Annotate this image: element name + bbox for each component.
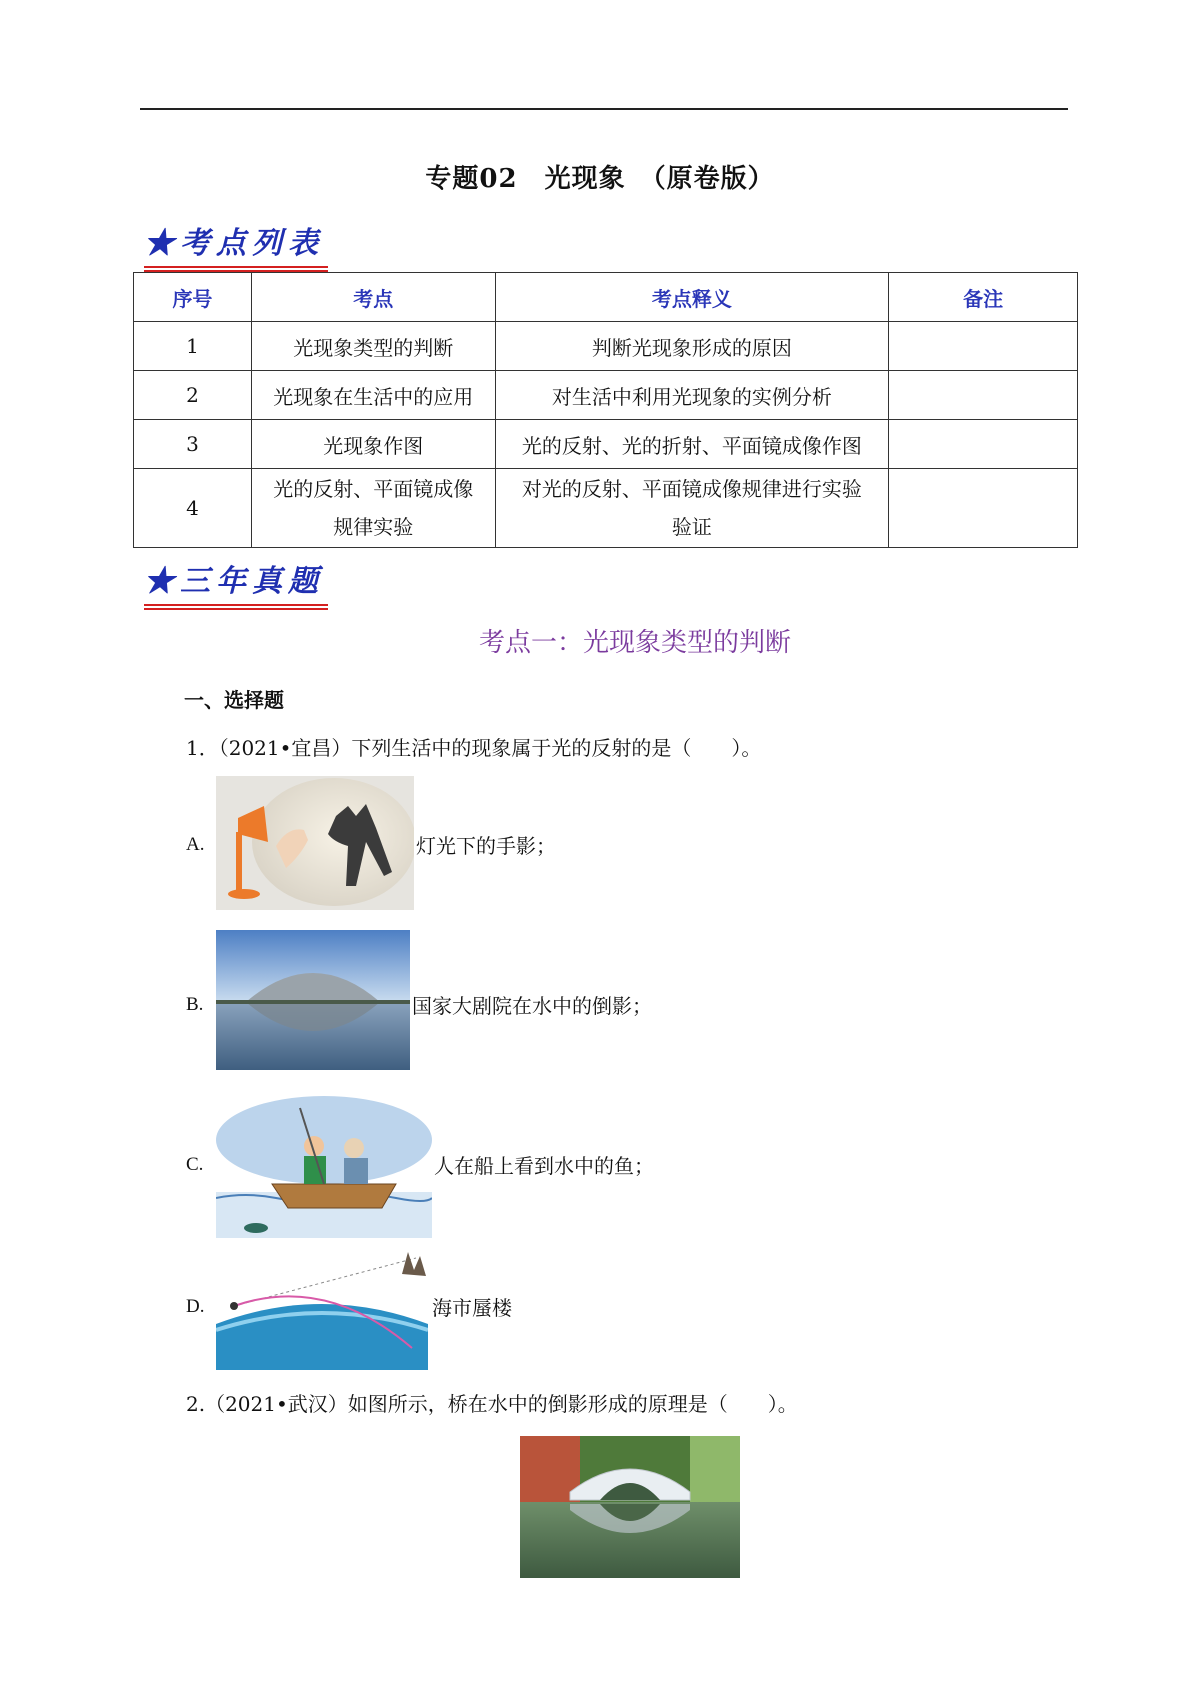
table-cell-point: [251, 469, 495, 548]
table-header-cell: 考点: [251, 273, 495, 322]
table-header-cell: 序号: [134, 273, 252, 322]
document-title: 专题02 光现象 （原卷版）: [425, 164, 775, 194]
option-b-letter: B.: [186, 994, 204, 1015]
option-d-letter: D.: [186, 1296, 205, 1317]
table-row: [134, 469, 1078, 548]
section-heading-exam-text: ★三年真题: [144, 564, 324, 599]
table-cell-desc: 光的反射、光的折射、平面镜成像作图: [495, 420, 889, 469]
mirage-image: [216, 1244, 428, 1370]
table-cell-no: 3: [134, 420, 252, 469]
table-cell-desc: 对生活中利用光现象的实例分析: [495, 371, 889, 420]
option-c-letter: C.: [186, 1154, 204, 1175]
option-a-letter: A.: [186, 834, 205, 855]
table-cell-no: 1: [134, 322, 252, 371]
table-cell-point: 光现象在生活中的应用: [251, 371, 495, 420]
table-cell-desc: [495, 469, 889, 548]
national-theatre-image: [216, 930, 410, 1070]
table-cell-note: [889, 469, 1078, 548]
option-a-text: 灯光下的手影；: [416, 834, 556, 858]
exam-points-table: [133, 272, 1078, 548]
table-cell-desc: 判断光现象形成的原因: [495, 322, 889, 371]
table-cell-point-line: 光的反射、平面镜成像: [273, 477, 474, 501]
table-header-cell: 备注: [889, 273, 1078, 322]
table-cell-point-line: 规律实验: [333, 515, 414, 539]
table-cell-note: [889, 371, 1078, 420]
section-heading-list-text: ★考点列表: [144, 226, 324, 261]
table-row: [134, 371, 1078, 420]
section-heading-list: [144, 218, 324, 262]
question-type-heading: 一、选择题: [184, 688, 284, 712]
table-cell-desc-line: 对光的反射、平面镜成像规律进行实验: [521, 477, 862, 501]
table-row: [134, 322, 1078, 371]
hand-shadow-image: [216, 776, 414, 910]
section-heading-exam: [144, 556, 324, 600]
table-cell-no: 2: [134, 371, 252, 420]
topic-title: 考点一：光现象类型的判断: [478, 628, 791, 658]
bridge-reflection-image: [520, 1436, 740, 1578]
table-cell-point: 光现象类型的判断: [251, 322, 495, 371]
table-cell-note: [889, 420, 1078, 469]
table-cell-point: 光现象作图: [251, 420, 495, 469]
table-header-cell: 考点释义: [495, 273, 889, 322]
table-cell-desc-line: 验证: [671, 515, 712, 539]
table-cell-no: 4: [134, 469, 252, 548]
option-c-text: 人在船上看到水中的鱼；: [434, 1154, 654, 1178]
boat-fishing-image: [216, 1088, 432, 1238]
table-cell-note: [889, 322, 1078, 371]
table-header-row: [134, 273, 1078, 322]
header-rule: [140, 108, 1068, 110]
table-row: [134, 420, 1078, 469]
option-d-text: 海市蜃楼: [432, 1296, 512, 1320]
question-1-stem: 1．（2021•宜昌）下列生活中的现象属于光的反射的是（ ）。: [186, 736, 762, 760]
option-b-text: 国家大剧院在水中的倒影；: [412, 994, 652, 1018]
question-2-stem: 2.（2021•武汉）如图所示，桥在水中的倒影形成的原理是（ ）。: [186, 1392, 798, 1416]
